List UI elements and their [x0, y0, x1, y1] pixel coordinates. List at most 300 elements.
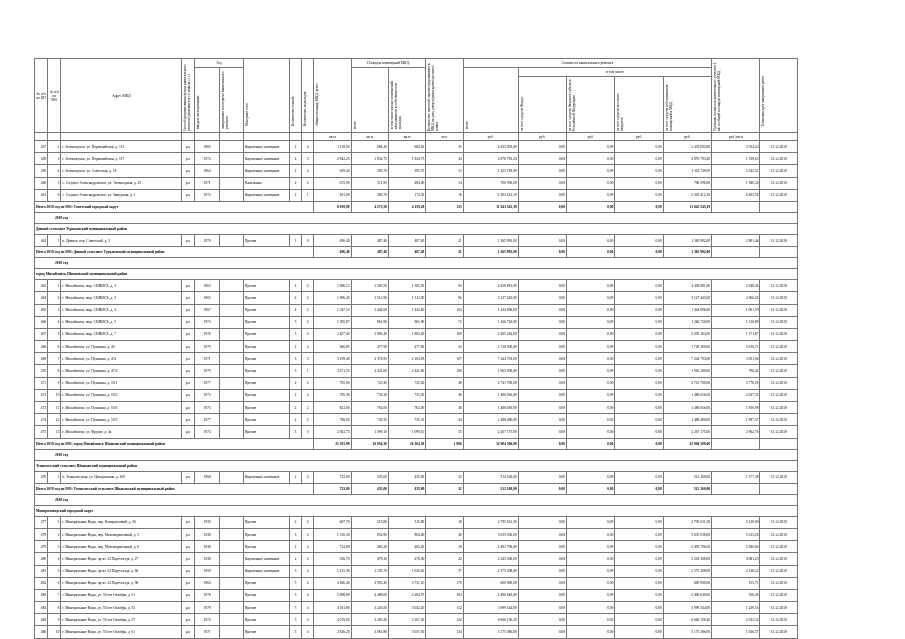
- cell-residents: 21: [426, 247, 463, 258]
- cell-area-owned: 733,30: [388, 389, 425, 401]
- cell-cost-fund: 0,00: [518, 353, 566, 365]
- table-row: [35, 414, 842, 426]
- cell-cost-fund: 0,00: [518, 553, 566, 565]
- cell-deadline: 31.12.2018: [760, 365, 797, 377]
- cell-cost-total: 2 243 306,00: [463, 553, 518, 565]
- cell-floors: 1: [290, 234, 302, 246]
- cell-area-owned: 174,30: [388, 189, 425, 201]
- municipality-label: Дивной сельсовет Туркменский муниципальный район: [35, 223, 798, 234]
- table-row: [35, 516, 842, 528]
- cell-entrances: 1: [302, 365, 314, 377]
- cell-residents: 35: [426, 141, 463, 153]
- cell-area-owned: 487,40: [388, 234, 425, 246]
- cell-floors: 3: [290, 426, 302, 438]
- cell-entrances: 2: [302, 528, 314, 540]
- cell-area-total: 1 834,75: [351, 153, 388, 165]
- cell-fund-method: р.о.: [182, 141, 195, 153]
- cell-year-commissioning: 1935: [195, 516, 219, 528]
- table-row: [35, 377, 842, 389]
- cell-deadline: [760, 247, 797, 258]
- cell-total-area: 1 215,30: [314, 565, 351, 577]
- cell-year-commissioning: 1972: [195, 614, 219, 626]
- cell-year-commissioning: 1938: [195, 541, 219, 553]
- cell-address: г. Зеленокумск, ул. Первомайская, д. 115: [61, 141, 182, 153]
- cell-cost-federal: 0,00: [567, 280, 615, 292]
- cell-cost-federal: 0,00: [567, 292, 615, 304]
- table-row: [35, 614, 842, 626]
- cell-cost-federal: 0,00: [567, 234, 615, 246]
- table-row: [35, 165, 842, 177]
- table-row: [35, 234, 842, 246]
- total-row: [35, 247, 842, 258]
- cell-cost-owners: 32 904 306,00: [663, 438, 711, 449]
- cell-deadline: 31.12.2018: [760, 153, 797, 165]
- cell-cost-total: 1 965 200,00: [463, 365, 518, 377]
- cell-area-total: 3 853,30: [351, 577, 388, 589]
- cell-residents: 18: [426, 516, 463, 528]
- cell-fund-method: р.о.: [182, 426, 195, 438]
- cell-fund-method: р.о.: [182, 177, 195, 189]
- cell-total-area: 1 316,30: [314, 528, 351, 540]
- cell-area-total: 478,30: [351, 553, 388, 565]
- cell-year-last-repair: [219, 589, 243, 601]
- cell-year-last-repair: [219, 377, 243, 389]
- table-row: [35, 316, 842, 328]
- table-row: [35, 141, 842, 153]
- cell-entrances: 2: [302, 377, 314, 389]
- col-cost-group: Стоимость капитального ремонта: [463, 59, 711, 68]
- cell-area-owned: 1 030,40: [388, 565, 425, 577]
- col-year-commissioning: ввода в эксплуатацию: [195, 68, 219, 133]
- cell-cost-local: 0,00: [615, 165, 663, 177]
- cell-cost-owners: 1 266 720,00: [663, 316, 711, 328]
- cell-residents: 44: [426, 414, 463, 426]
- cell-cost-total: 5 635 036,00: [463, 528, 518, 540]
- cell-fund-method: р.о.: [182, 541, 195, 553]
- cell-year-last-repair: [219, 353, 243, 365]
- table-row: [35, 177, 842, 189]
- cell-floors: 2: [290, 341, 302, 353]
- cell-deadline: 31.12.2018: [760, 341, 797, 353]
- cell-cost-total: 2 496 640,00: [463, 589, 518, 601]
- cell-deadline: [760, 438, 797, 449]
- cell-cost-local: 0,00: [615, 483, 663, 494]
- cell-cost-owners: 2 375 208,00: [663, 565, 711, 577]
- cell-cost-federal: 0,00: [567, 528, 615, 540]
- year-row: [35, 449, 842, 460]
- cell-residents: 13: [426, 165, 463, 177]
- cell-area-owned: 2 104,95: [388, 353, 425, 365]
- cell-residents: 37: [426, 565, 463, 577]
- cell-area-owned: 745,35: [388, 414, 425, 426]
- cell-cost-federal: 0,00: [567, 377, 615, 389]
- cell-unit-cost: 6 403,56: [712, 189, 760, 201]
- cell-deadline: 31.12.2018: [760, 541, 797, 553]
- table-row: [35, 389, 842, 401]
- cell-wall-material: Кирпичные, каменные: [243, 553, 289, 565]
- cell-year-commissioning: 1963: [195, 280, 219, 292]
- cell-floors: 3: [290, 316, 302, 328]
- cell-area-owned: 435,00: [388, 483, 425, 494]
- table-row: [35, 280, 842, 292]
- cell-year-last-repair: [219, 626, 243, 638]
- cell-wall-material: Прочие: [243, 377, 289, 389]
- cell-total-area: 723,00: [314, 471, 351, 483]
- cell-unit-cost: 5 380,84: [712, 541, 760, 553]
- cell-cost-federal: 0,00: [567, 328, 615, 340]
- cell-area-owned: 3 731,10: [388, 577, 425, 589]
- cell-year-commissioning: 1973: [195, 402, 219, 414]
- cell-cost-fund: 0,00: [518, 165, 566, 177]
- cell-fund-method: р.о.: [182, 389, 195, 401]
- cell-area-owned: 684,40: [388, 141, 425, 153]
- cell-cost-federal: 0,00: [567, 483, 615, 494]
- cell-area-owned: 1 834,75: [388, 153, 425, 165]
- cell-cost-federal: 0,00: [567, 165, 615, 177]
- cell-area-total: 360,70: [351, 189, 388, 201]
- cell-deadline: 31.12.2018: [760, 328, 797, 340]
- cell-no-krp: 458: [35, 153, 48, 165]
- cell-total-area: 4 070,00: [314, 614, 351, 626]
- cell-wall-material: Прочие: [243, 328, 289, 340]
- cell-no-krp: 474: [35, 414, 48, 426]
- cell-wall-material: Прочие: [243, 626, 289, 638]
- cell-cost-local: 0,00: [615, 377, 663, 389]
- cell-wall-material: Прочие: [243, 516, 289, 528]
- cell-area-owned: 804,00: [388, 528, 425, 540]
- cell-cost-local: 0,00: [615, 414, 663, 426]
- cell-area-total: 3 226,50: [351, 602, 388, 614]
- cell-floors: 5: [290, 626, 302, 638]
- cell-residents: 48: [426, 528, 463, 540]
- cell-cost-federal: 0,00: [567, 414, 615, 426]
- cell-cost-federal: 0,00: [567, 201, 615, 212]
- cell-year-last-repair: [219, 165, 243, 177]
- cell-year-last-repair: [219, 516, 243, 528]
- unit-cell: руб.: [615, 133, 663, 141]
- cell-year-commissioning: 1977: [195, 377, 219, 389]
- cell-deadline: 31.12.2018: [760, 577, 797, 589]
- cell-cost-total: 6 666 156,20: [463, 614, 518, 626]
- cell-total-area: 3 299,40: [314, 353, 351, 365]
- cell-fund-method: р.о.: [182, 353, 195, 365]
- cell-cost-total: 2 493 796,00: [463, 541, 518, 553]
- cell-area-total: 1 512,90: [351, 292, 388, 304]
- cell-cost-fund: 0,00: [518, 316, 566, 328]
- cell-area-total: 745,35: [351, 414, 388, 426]
- cell-residents: 22: [426, 553, 463, 565]
- cell-entrances: 3: [302, 353, 314, 365]
- cell-no-mo: 7: [48, 353, 61, 365]
- cell-entrances: 4: [302, 602, 314, 614]
- cell-floors: 3: [290, 353, 302, 365]
- table-header: [35, 59, 842, 141]
- cell-cost-fund: 0,00: [518, 626, 566, 638]
- cell-cost-owners: 2 243 306,00: [663, 553, 711, 565]
- cell-address: с. Солдато-Александровское, ул. Элеваторная, д. 25: [61, 177, 182, 189]
- cell-no-mo: 6: [48, 189, 61, 201]
- cell-floors: 4: [290, 304, 302, 316]
- cell-unit-cost: 3 345,31: [712, 165, 760, 177]
- table-row: [35, 153, 842, 165]
- cell-cost-total: 512 160,00: [463, 471, 518, 483]
- cell-address: г. Михайловск, ул. Пушкина, д. 45: [61, 341, 182, 353]
- cell-year-commissioning: 1975: [195, 341, 219, 353]
- unit-cell: руб.: [463, 133, 518, 141]
- cell-no-krp: 481: [35, 565, 48, 577]
- cell-unit-cost: 1 239,53: [712, 602, 760, 614]
- cell-deadline: 31.12.2018: [760, 304, 797, 316]
- cell-area-total: 2 441,60: [351, 365, 388, 377]
- cell-cost-owners: 2 433 003,00: [663, 141, 711, 153]
- cell-unit-cost: 3 051,06: [712, 353, 760, 365]
- cell-year-last-repair: [219, 234, 243, 246]
- cell-deadline: 31.12.2018: [760, 471, 797, 483]
- cell-area-total: 1 099,10: [351, 426, 388, 438]
- cell-no-krp: 473: [35, 402, 48, 414]
- cell-unit-cost: 556,29: [712, 589, 760, 601]
- cell-cost-fund: 0,00: [518, 471, 566, 483]
- cell-fund-method: р.о.: [182, 280, 195, 292]
- cell-fund-method: р.о.: [182, 589, 195, 601]
- cell-area-total: 961,90: [351, 316, 388, 328]
- cell-floors: 2: [290, 189, 302, 201]
- cell-fund-method: р.о.: [182, 553, 195, 565]
- cell-no-krp: 472: [35, 389, 48, 401]
- cell-year-commissioning: 1970: [195, 234, 219, 246]
- municipality-label: Минераловодский городской округ: [35, 505, 798, 516]
- cell-cost-total: 1 444 896,00: [463, 304, 518, 316]
- cell-cost-federal: 0,00: [567, 614, 615, 626]
- cell-cost-fund: 0,00: [518, 377, 566, 389]
- cell-no-krp: 485: [35, 614, 48, 626]
- cell-floors: 2: [290, 389, 302, 401]
- cell-cost-total: 2 375 208,00: [463, 565, 518, 577]
- cell-floors: 4: [290, 153, 302, 165]
- cell-unit-cost: 3 778,05: [712, 377, 760, 389]
- cell-year-last-repair: [219, 614, 243, 626]
- cell-cost-federal: 0,00: [567, 189, 615, 201]
- col-cost-total: всего: [463, 68, 518, 133]
- cell-deadline: 31.12.2018: [760, 234, 797, 246]
- year-label: 2018 год: [35, 212, 798, 223]
- cell-area-total: 4 488,00: [351, 589, 388, 601]
- col-area-total: всего: [351, 68, 388, 133]
- cell-deadline: 31.12.2018: [760, 602, 797, 614]
- cell-cost-fund: 0,00: [518, 328, 566, 340]
- year-label: 2018 год: [35, 494, 798, 505]
- cell-address: г. Минеральные Воды, пер. Межзаправочный, д. 6: [61, 541, 182, 553]
- cell-year-last-repair: [219, 341, 243, 353]
- table-row: [35, 365, 842, 377]
- cell-area-owned: 3 037,30: [388, 626, 425, 638]
- cell-address: г. Михайловск, ул. Пушкина, д. 55/4: [61, 402, 182, 414]
- cell-no-krp: 460: [35, 177, 48, 189]
- col-deadline: Плановая дата завершения работ: [760, 59, 797, 133]
- cell-year-last-repair: [219, 141, 243, 153]
- cell-cost-fund: 0,00: [518, 528, 566, 540]
- cell-cost-local: 0,00: [615, 201, 663, 212]
- cell-cost-owners: 6 666 156,20: [663, 614, 711, 626]
- cell-cost-total: 2 876 783,20: [463, 153, 518, 165]
- cell-floors: 2: [290, 165, 302, 177]
- cell-no-krp: 468: [35, 341, 48, 353]
- cell-cost-total: 3 175 386,00: [463, 626, 518, 638]
- cell-cost-owners: 600 000,00: [663, 577, 711, 589]
- cell-unit-cost: 1 036,57: [712, 626, 760, 638]
- cell-entrances: 1: [302, 189, 314, 201]
- cell-cost-local: 0,00: [615, 328, 663, 340]
- cell-cost-owners: 3 127 445,00: [663, 292, 711, 304]
- cell-cost-total: 1 488 480,00: [463, 414, 518, 426]
- cell-wall-material: Прочие: [243, 589, 289, 601]
- cell-area-owned: 487,40: [388, 247, 425, 258]
- cell-total-area: 536,70: [314, 553, 351, 565]
- cell-cost-federal: 0,00: [567, 365, 615, 377]
- cell-deadline: 31.12.2018: [760, 353, 797, 365]
- cell-residents: 122: [426, 614, 463, 626]
- cell-year-commissioning: 1967: [195, 304, 219, 316]
- cell-area-owned: 1 505,50: [388, 280, 425, 292]
- cell-fund-method: р.о.: [182, 614, 195, 626]
- cell-address: г. Михайловск, ул. Пушкина, д. 55/1: [61, 377, 182, 389]
- cell-area-owned: 477,90: [388, 341, 425, 353]
- cell-residents: 170: [426, 577, 463, 589]
- cell-floors: 3: [290, 565, 302, 577]
- cell-floors: 2: [290, 141, 302, 153]
- cell-total-area: 1 118,50: [314, 141, 351, 153]
- cell-area-owned: 435,00: [388, 471, 425, 483]
- table-row: [35, 402, 842, 414]
- cell-no-krp: 483: [35, 589, 48, 601]
- cell-year-last-repair: [219, 389, 243, 401]
- total-row: [35, 438, 842, 449]
- cell-no-krp: 475: [35, 426, 48, 438]
- cell-no-mo: 1: [48, 471, 61, 483]
- cell-wall-material: Кирпичные, каменные: [243, 565, 289, 577]
- cell-area-owned: 515,80: [388, 516, 425, 528]
- cell-entrances: 4: [302, 614, 314, 626]
- table-row: [35, 471, 842, 483]
- cell-total-area: 607,70: [314, 516, 351, 528]
- cell-year-last-repair: [219, 280, 243, 292]
- cell-unit-cost: 2 032,32: [712, 614, 760, 626]
- cell-fund-method: р.о.: [182, 377, 195, 389]
- cell-area-total: 487,40: [351, 234, 388, 246]
- municipality-row: [35, 269, 842, 280]
- cell-address: г. Михайловск, ул. Фрунзе, д. 4а: [61, 426, 182, 438]
- cell-year-last-repair: [219, 565, 243, 577]
- cell-no-mo: 13: [48, 426, 61, 438]
- cell-residents: 1 086: [426, 438, 463, 449]
- cell-no-krp: 477: [35, 516, 48, 528]
- cell-no-mo: 4: [48, 316, 61, 328]
- cell-no-mo: 3: [48, 304, 61, 316]
- cell-entrances: 2: [302, 414, 314, 426]
- cell-fund-method: р.о.: [182, 602, 195, 614]
- cell-cost-owners: 2 303 412,10: [663, 189, 711, 201]
- cell-cost-federal: 0,00: [567, 471, 615, 483]
- cell-cost-total: 1 266 720,00: [463, 316, 518, 328]
- cell-cost-local: 0,00: [615, 153, 663, 165]
- cell-year-commissioning: 1971: [195, 353, 219, 365]
- cell-unit-cost: 2 148,22: [712, 565, 760, 577]
- col-area-group: Площадь помещений МКД:: [351, 59, 426, 68]
- cell-year-commissioning: 1971: [195, 177, 219, 189]
- cell-year-last-repair: [219, 471, 243, 483]
- cell-area-owned: 1 512,90: [388, 292, 425, 304]
- cell-no-mo: 10: [48, 389, 61, 401]
- cell-entrances: 2: [302, 304, 314, 316]
- cell-floors: 4: [290, 280, 302, 292]
- cell-cost-local: 0,00: [615, 541, 663, 553]
- cell-address: г. Михайловск, ул. Пушкина, д. 55/5: [61, 414, 182, 426]
- cell-area-owned: 1 883,40: [388, 328, 425, 340]
- cell-address: г. Михайловск, мкр. СНИИСХ, д. 7: [61, 328, 182, 340]
- cell-entrances: 2: [302, 280, 314, 292]
- cell-no-krp: 476: [35, 471, 48, 483]
- cell-no-krp: 457: [35, 141, 48, 153]
- cell-cost-fund: 0,00: [518, 177, 566, 189]
- cell-unit-cost: 3 616,71: [712, 341, 760, 353]
- cell-no-mo: 11: [48, 402, 61, 414]
- cell-wall-material: Прочие: [243, 389, 289, 401]
- cell-entrances: 4: [302, 589, 314, 601]
- cell-cost-owners: 5 635 036,00: [663, 528, 711, 540]
- cell-cost-total: 3 127 445,00: [463, 292, 518, 304]
- cell-cost-owners: 512 160,00: [663, 471, 711, 483]
- cell-no-mo: 4: [48, 165, 61, 177]
- cell-cost-fund: 0,00: [518, 280, 566, 292]
- cell-cost-local: 0,00: [615, 577, 663, 589]
- municipality-row: [35, 505, 842, 516]
- cell-floors: 2: [290, 471, 302, 483]
- cell-cost-local: 0,00: [615, 280, 663, 292]
- cell-wall-material: Прочие: [243, 614, 289, 626]
- cell-deadline: 31.12.2018: [760, 280, 797, 292]
- col-fund-method: Способ формирования фонда капитального ремонта (указывается со знаком «+»): [182, 59, 195, 133]
- cell-year-last-repair: [219, 602, 243, 614]
- cell-wall-material: Кирпичные, каменные: [243, 189, 289, 201]
- cell-total-area: 785,30: [314, 389, 351, 401]
- cell-fund-method: р.о.: [182, 577, 195, 589]
- cell-cost-owners: 1 486 656,00: [663, 389, 711, 401]
- cell-no-mo: 5: [48, 565, 61, 577]
- cell-fund-method: р.о.: [182, 234, 195, 246]
- unit-cell: руб./кв.м: [712, 133, 760, 141]
- cell-unit-cost: 155,71: [712, 577, 760, 589]
- cell-total-area: 496,40: [314, 234, 351, 246]
- cell-cost-fund: 0,00: [518, 189, 566, 201]
- unit-cell: руб.: [518, 133, 566, 141]
- cell-area-total: 1 883,40: [351, 328, 388, 340]
- cell-cost-federal: 0,00: [567, 153, 615, 165]
- cell-cost-local: 0,00: [615, 471, 663, 483]
- col-cost-local: за счет средств местного бюджета: [615, 77, 663, 133]
- cell-residents: 107: [426, 353, 463, 365]
- cell-area-total: 511,90: [351, 177, 388, 189]
- cell-deadline: 31.12.2018: [760, 528, 797, 540]
- table-row: [35, 541, 842, 553]
- cell-year-commissioning: 1974: [195, 316, 219, 328]
- cell-deadline: 31.12.2018: [760, 414, 797, 426]
- table-body: [35, 141, 842, 639]
- cell-address: г. Зеленокумск, ул. Первомайская, д. 117: [61, 153, 182, 165]
- cell-unit-cost: 1 558,63: [712, 153, 760, 165]
- cell-cost-federal: 0,00: [567, 389, 615, 401]
- cell-total-area: 1 986,13: [314, 280, 351, 292]
- cell-fund-method: р.о.: [182, 516, 195, 528]
